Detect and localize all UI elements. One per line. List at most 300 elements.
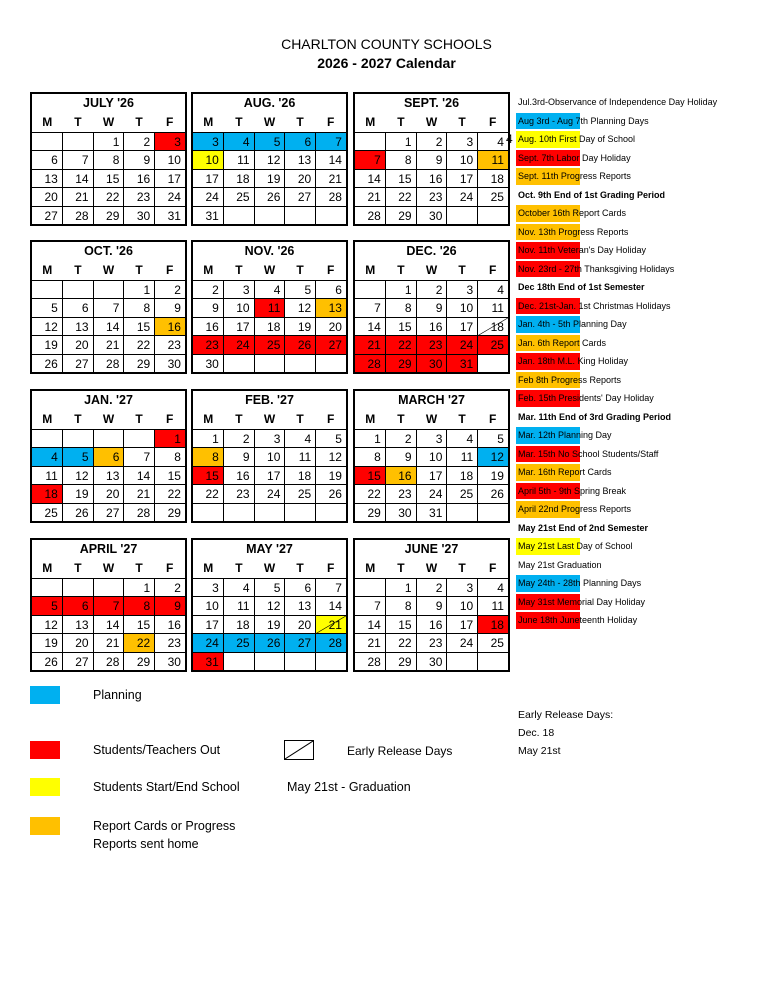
day-cell bbox=[63, 317, 94, 336]
day-cell bbox=[316, 335, 346, 354]
day-number: 4 bbox=[51, 450, 58, 464]
day-number: 22 bbox=[398, 338, 412, 352]
day-cell bbox=[417, 429, 448, 448]
day-cell bbox=[224, 317, 255, 336]
weekday-header: T bbox=[397, 263, 405, 277]
calendar-note bbox=[516, 556, 771, 575]
day-cell bbox=[32, 335, 63, 354]
month-name: DEC. '26 bbox=[406, 244, 457, 258]
day-cell bbox=[32, 484, 63, 503]
day-number: 20 bbox=[297, 617, 312, 632]
day-number: 25 bbox=[459, 487, 474, 501]
day-number: 29 bbox=[367, 505, 381, 520]
day-cell bbox=[63, 169, 94, 188]
weekday-header: T bbox=[135, 412, 143, 426]
day-number: 11 bbox=[298, 450, 312, 464]
day-number: 3 bbox=[242, 282, 250, 297]
day-number: 8 bbox=[143, 301, 151, 315]
day-number: 5 bbox=[273, 580, 281, 595]
weekday-header-row bbox=[193, 261, 346, 280]
weekday-header: M bbox=[365, 412, 376, 426]
day-cell bbox=[447, 169, 478, 188]
day-cell bbox=[224, 354, 255, 373]
day-number: 19 bbox=[297, 319, 312, 334]
note-text: Nov. 13th Progress Reports bbox=[518, 226, 629, 237]
day-cell bbox=[285, 298, 316, 317]
day-cell bbox=[224, 429, 255, 448]
day-number: 30 bbox=[136, 208, 151, 223]
week-row bbox=[355, 466, 508, 485]
day-cell bbox=[255, 298, 286, 317]
day-cell bbox=[478, 206, 508, 225]
day-number: 25 bbox=[490, 190, 504, 204]
day-number: 29 bbox=[106, 208, 120, 223]
day-number: 21 bbox=[367, 338, 381, 352]
note-text: April 22nd Progress Reports bbox=[518, 504, 632, 514]
day-cell bbox=[193, 354, 224, 373]
day-cell bbox=[478, 335, 508, 354]
day-cell bbox=[386, 596, 417, 615]
day-cell bbox=[417, 354, 448, 373]
day-number: 24 bbox=[236, 338, 250, 352]
day-cell bbox=[285, 484, 316, 503]
day-number: 17 bbox=[205, 617, 219, 632]
day-cell bbox=[447, 484, 478, 503]
day-cell bbox=[316, 633, 346, 652]
legend-label-out: Students/Teachers Out bbox=[93, 743, 221, 757]
day-cell bbox=[447, 206, 478, 225]
day-number: 22 bbox=[167, 487, 181, 501]
day-cell bbox=[63, 484, 94, 503]
day-number: 14 bbox=[367, 319, 381, 334]
day-cell bbox=[124, 429, 155, 448]
weekday-header-row bbox=[355, 261, 508, 280]
day-number: 5 bbox=[497, 431, 504, 446]
weekday-header: W bbox=[263, 115, 276, 129]
day-number: 8 bbox=[112, 153, 120, 167]
day-cell bbox=[32, 280, 63, 299]
calendar-note bbox=[516, 204, 771, 223]
day-number: 14 bbox=[328, 153, 342, 167]
day-number: 10 bbox=[167, 153, 181, 167]
weekday-header: T bbox=[135, 115, 143, 129]
calendar-note bbox=[516, 352, 771, 371]
day-number: 23 bbox=[167, 636, 181, 650]
school-name: CHARLTON COUNTY SCHOOLS bbox=[281, 36, 492, 52]
day-cell bbox=[124, 578, 155, 597]
weekday-header: W bbox=[102, 561, 115, 575]
weekday-header: T bbox=[397, 115, 405, 129]
day-number: 1 bbox=[174, 431, 181, 446]
day-number: 21 bbox=[136, 487, 151, 501]
day-number: 12 bbox=[267, 153, 281, 167]
note-text: May 21st End of 2nd Semester bbox=[518, 522, 649, 533]
day-cell bbox=[155, 354, 185, 373]
day-cell bbox=[417, 317, 448, 336]
day-cell bbox=[478, 429, 508, 448]
day-cell bbox=[193, 169, 224, 188]
day-number: 5 bbox=[81, 450, 89, 464]
day-number: 16 bbox=[236, 468, 250, 483]
day-cell bbox=[94, 169, 125, 188]
day-cell bbox=[478, 150, 508, 169]
day-number: 18 bbox=[490, 319, 504, 334]
legend-slash-box bbox=[284, 740, 314, 760]
day-cell bbox=[285, 150, 316, 169]
day-number: 19 bbox=[267, 171, 281, 186]
weekday-header: W bbox=[263, 561, 276, 575]
day-cell bbox=[447, 503, 478, 522]
day-cell bbox=[63, 503, 94, 522]
calendar-note bbox=[516, 167, 771, 186]
day-cell bbox=[478, 447, 508, 466]
day-number: 26 bbox=[267, 190, 281, 204]
calendar-title: 2026 - 2027 Calendar bbox=[317, 55, 456, 71]
day-cell bbox=[255, 578, 286, 597]
day-cell bbox=[355, 132, 386, 151]
weekday-header: M bbox=[203, 263, 214, 277]
day-number: 15 bbox=[205, 468, 219, 483]
day-number: 10 bbox=[267, 450, 281, 464]
day-cell bbox=[386, 335, 417, 354]
day-number: 26 bbox=[44, 654, 58, 669]
day-cell bbox=[63, 578, 94, 597]
day-cell bbox=[94, 447, 125, 466]
day-number: 17 bbox=[236, 319, 250, 334]
week-row bbox=[32, 150, 185, 169]
calendar-note bbox=[516, 482, 771, 501]
weekday-header-row bbox=[355, 410, 508, 429]
week-row bbox=[32, 187, 185, 206]
week-row bbox=[193, 132, 346, 151]
day-cell bbox=[224, 169, 255, 188]
weekday-header: M bbox=[365, 263, 376, 277]
day-cell bbox=[355, 335, 386, 354]
day-cell bbox=[224, 578, 255, 597]
month-calendar bbox=[30, 389, 187, 523]
day-cell bbox=[124, 280, 155, 299]
day-number: 14 bbox=[75, 171, 89, 186]
day-number: 20 bbox=[75, 338, 89, 352]
week-row bbox=[355, 169, 508, 188]
day-number: 21 bbox=[106, 636, 120, 650]
day-cell bbox=[316, 187, 346, 206]
day-cell bbox=[355, 298, 386, 317]
day-cell bbox=[285, 447, 316, 466]
day-number: 3 bbox=[273, 431, 281, 446]
weekday-header: T bbox=[458, 561, 466, 575]
weekday-header: F bbox=[489, 561, 497, 575]
day-cell bbox=[417, 206, 448, 225]
day-number: 23 bbox=[205, 338, 219, 352]
stray-number: 4 bbox=[506, 132, 513, 146]
weekday-header: M bbox=[365, 115, 376, 129]
weekday-header: F bbox=[327, 115, 335, 129]
day-number: 15 bbox=[167, 468, 181, 483]
day-number: 8 bbox=[404, 153, 412, 167]
day-cell bbox=[417, 466, 448, 485]
early-release-date: Dec. 18 bbox=[518, 727, 555, 739]
day-number: 25 bbox=[267, 338, 281, 352]
day-cell bbox=[255, 652, 286, 671]
week-row bbox=[32, 596, 185, 615]
day-cell bbox=[417, 503, 448, 522]
day-number: 7 bbox=[143, 450, 151, 464]
day-cell bbox=[193, 187, 224, 206]
day-cell bbox=[316, 354, 346, 373]
day-number: 29 bbox=[136, 356, 151, 371]
day-cell bbox=[255, 447, 286, 466]
legend-label-report-1: Report Cards or Progress bbox=[93, 819, 236, 833]
day-cell bbox=[224, 335, 255, 354]
day-cell bbox=[224, 150, 255, 169]
day-number: 30 bbox=[167, 356, 181, 371]
day-number: 1 bbox=[212, 431, 219, 446]
day-number: 24 bbox=[267, 487, 281, 501]
day-number: 7 bbox=[81, 153, 89, 167]
day-number: 1 bbox=[404, 282, 412, 297]
note-text: Dec. 21st-Jan. 1st Christmas Holidays bbox=[518, 300, 671, 311]
day-cell bbox=[316, 466, 346, 485]
day-number: 22 bbox=[367, 487, 381, 501]
weekday-header: W bbox=[425, 263, 438, 277]
day-cell bbox=[255, 503, 286, 522]
day-number: 10 bbox=[459, 599, 474, 613]
day-cell bbox=[255, 187, 286, 206]
day-cell bbox=[94, 206, 125, 225]
calendar-note bbox=[516, 537, 771, 556]
day-cell bbox=[417, 447, 448, 466]
day-number: 9 bbox=[174, 599, 181, 613]
day-number: 3 bbox=[466, 282, 474, 297]
day-number: 1 bbox=[374, 431, 381, 446]
calendar-note bbox=[516, 278, 771, 297]
day-cell bbox=[417, 150, 448, 169]
day-cell bbox=[155, 652, 185, 671]
calendar-note bbox=[516, 408, 771, 427]
month-calendar bbox=[191, 538, 348, 672]
weekday-header: W bbox=[425, 115, 438, 129]
day-cell bbox=[155, 280, 185, 299]
day-number: 2 bbox=[404, 431, 412, 446]
day-number: 8 bbox=[212, 450, 219, 464]
day-cell bbox=[386, 578, 417, 597]
day-number: 1 bbox=[143, 580, 151, 595]
day-number: 2 bbox=[435, 134, 443, 149]
day-cell bbox=[478, 317, 508, 336]
day-cell bbox=[94, 466, 125, 485]
day-cell bbox=[224, 633, 255, 652]
day-number: 30 bbox=[205, 356, 219, 371]
day-cell bbox=[124, 150, 155, 169]
day-number: 4 bbox=[273, 282, 281, 297]
day-cell bbox=[124, 317, 155, 336]
day-number: 24 bbox=[167, 190, 181, 204]
day-cell bbox=[447, 280, 478, 299]
day-number: 17 bbox=[167, 171, 181, 186]
day-number: 28 bbox=[367, 654, 381, 669]
day-cell bbox=[417, 615, 448, 634]
calendar-note bbox=[516, 371, 771, 390]
day-number: 7 bbox=[374, 599, 381, 613]
calendar-note bbox=[516, 593, 771, 612]
day-number: 10 bbox=[205, 153, 219, 167]
month-calendar bbox=[353, 240, 510, 374]
day-cell bbox=[94, 150, 125, 169]
day-number: 20 bbox=[297, 171, 312, 186]
day-cell bbox=[478, 187, 508, 206]
day-cell bbox=[285, 633, 316, 652]
day-number: 14 bbox=[106, 617, 120, 632]
day-number: 27 bbox=[297, 190, 312, 204]
weekday-header: T bbox=[458, 412, 466, 426]
day-cell bbox=[417, 187, 448, 206]
weekday-header: M bbox=[42, 561, 53, 575]
week-row bbox=[355, 280, 508, 299]
note-text: Nov. 23rd - 27th Thanksgiving Holidays bbox=[518, 263, 675, 274]
day-cell bbox=[255, 317, 286, 336]
day-cell bbox=[285, 578, 316, 597]
weekday-header-row bbox=[355, 559, 508, 578]
note-text: Mar. 15th No School Students/Staff bbox=[518, 448, 659, 459]
day-number: 22 bbox=[136, 636, 151, 650]
day-cell bbox=[386, 132, 417, 151]
day-cell bbox=[32, 652, 63, 671]
day-number: 2 bbox=[242, 431, 250, 446]
day-cell bbox=[32, 633, 63, 652]
legend-graduation: May 21st - Graduation bbox=[287, 780, 411, 794]
week-row bbox=[32, 615, 185, 634]
day-cell bbox=[255, 169, 286, 188]
day-number: 9 bbox=[212, 301, 219, 315]
weekday-header: T bbox=[296, 412, 304, 426]
day-number: 17 bbox=[429, 468, 443, 483]
weekday-header: M bbox=[365, 561, 376, 575]
day-cell bbox=[32, 429, 63, 448]
day-cell bbox=[94, 429, 125, 448]
day-cell bbox=[155, 503, 185, 522]
day-cell bbox=[316, 578, 346, 597]
day-number: 27 bbox=[44, 208, 58, 223]
day-cell bbox=[255, 132, 286, 151]
day-cell bbox=[447, 335, 478, 354]
day-number: 26 bbox=[44, 356, 58, 371]
day-cell bbox=[386, 298, 417, 317]
day-cell bbox=[447, 317, 478, 336]
day-cell bbox=[224, 596, 255, 615]
day-cell bbox=[193, 578, 224, 597]
legend-swatch-report bbox=[30, 817, 60, 835]
day-cell bbox=[386, 484, 417, 503]
day-number: 25 bbox=[236, 636, 250, 650]
day-number: 13 bbox=[44, 171, 58, 186]
day-number: 24 bbox=[459, 190, 474, 204]
day-cell bbox=[285, 187, 316, 206]
day-cell bbox=[224, 615, 255, 634]
day-cell bbox=[224, 503, 255, 522]
day-cell bbox=[124, 447, 155, 466]
day-cell bbox=[386, 652, 417, 671]
day-cell bbox=[63, 335, 94, 354]
day-number: 14 bbox=[106, 319, 120, 334]
day-cell bbox=[155, 317, 185, 336]
day-cell bbox=[124, 298, 155, 317]
weekday-header-row bbox=[193, 410, 346, 429]
day-cell bbox=[124, 206, 155, 225]
day-cell bbox=[155, 633, 185, 652]
day-number: 30 bbox=[429, 654, 443, 669]
day-number: 18 bbox=[297, 468, 312, 483]
weekday-header: T bbox=[296, 263, 304, 277]
day-cell bbox=[417, 132, 448, 151]
weekday-header-row bbox=[193, 559, 346, 578]
month-name: MARCH '27 bbox=[398, 393, 465, 407]
day-number: 18 bbox=[267, 319, 281, 334]
day-number: 8 bbox=[143, 599, 151, 613]
week-row bbox=[32, 206, 185, 225]
day-cell bbox=[478, 596, 508, 615]
day-number: 15 bbox=[136, 319, 151, 334]
day-number: 29 bbox=[398, 208, 412, 223]
day-number: 5 bbox=[335, 431, 342, 446]
day-cell bbox=[447, 132, 478, 151]
day-cell bbox=[224, 447, 255, 466]
day-number: 17 bbox=[459, 617, 474, 632]
day-cell bbox=[63, 615, 94, 634]
day-number: 17 bbox=[205, 171, 219, 186]
day-cell bbox=[224, 466, 255, 485]
legend-swatch-start-end bbox=[30, 778, 60, 796]
day-number: 24 bbox=[459, 636, 474, 650]
day-number: 16 bbox=[205, 319, 219, 334]
week-row bbox=[193, 298, 346, 317]
weekday-header: M bbox=[203, 561, 214, 575]
month-name: OCT. '26 bbox=[84, 244, 133, 258]
day-cell bbox=[285, 596, 316, 615]
day-cell bbox=[447, 596, 478, 615]
early-release-heading: Early Release Days: bbox=[518, 709, 614, 721]
legend-swatch-out bbox=[30, 741, 60, 759]
day-cell bbox=[155, 206, 185, 225]
day-cell bbox=[94, 484, 125, 503]
day-number: 12 bbox=[328, 450, 342, 464]
day-cell bbox=[355, 596, 386, 615]
weekday-header: T bbox=[458, 263, 466, 277]
day-number: 18 bbox=[490, 171, 504, 186]
day-cell bbox=[155, 484, 185, 503]
day-number: 14 bbox=[367, 617, 381, 632]
day-cell bbox=[285, 429, 316, 448]
day-cell bbox=[447, 578, 478, 597]
month-calendar bbox=[353, 538, 510, 672]
day-number: 10 bbox=[459, 153, 474, 167]
calendar-note bbox=[516, 334, 771, 353]
day-number: 21 bbox=[367, 636, 381, 650]
day-cell bbox=[285, 652, 316, 671]
day-number: 26 bbox=[75, 505, 89, 520]
note-text: Feb. 15th Presidents' Day Holiday bbox=[518, 393, 654, 403]
day-cell bbox=[355, 615, 386, 634]
day-cell bbox=[224, 206, 255, 225]
week-row bbox=[193, 317, 346, 336]
week-row bbox=[355, 429, 508, 448]
day-cell bbox=[94, 298, 125, 317]
day-cell bbox=[63, 633, 94, 652]
day-number: 8 bbox=[374, 450, 381, 464]
note-text: Aug 3rd - Aug 7th Planning Days bbox=[518, 115, 649, 126]
week-row bbox=[32, 317, 185, 336]
day-number: 13 bbox=[106, 468, 120, 483]
